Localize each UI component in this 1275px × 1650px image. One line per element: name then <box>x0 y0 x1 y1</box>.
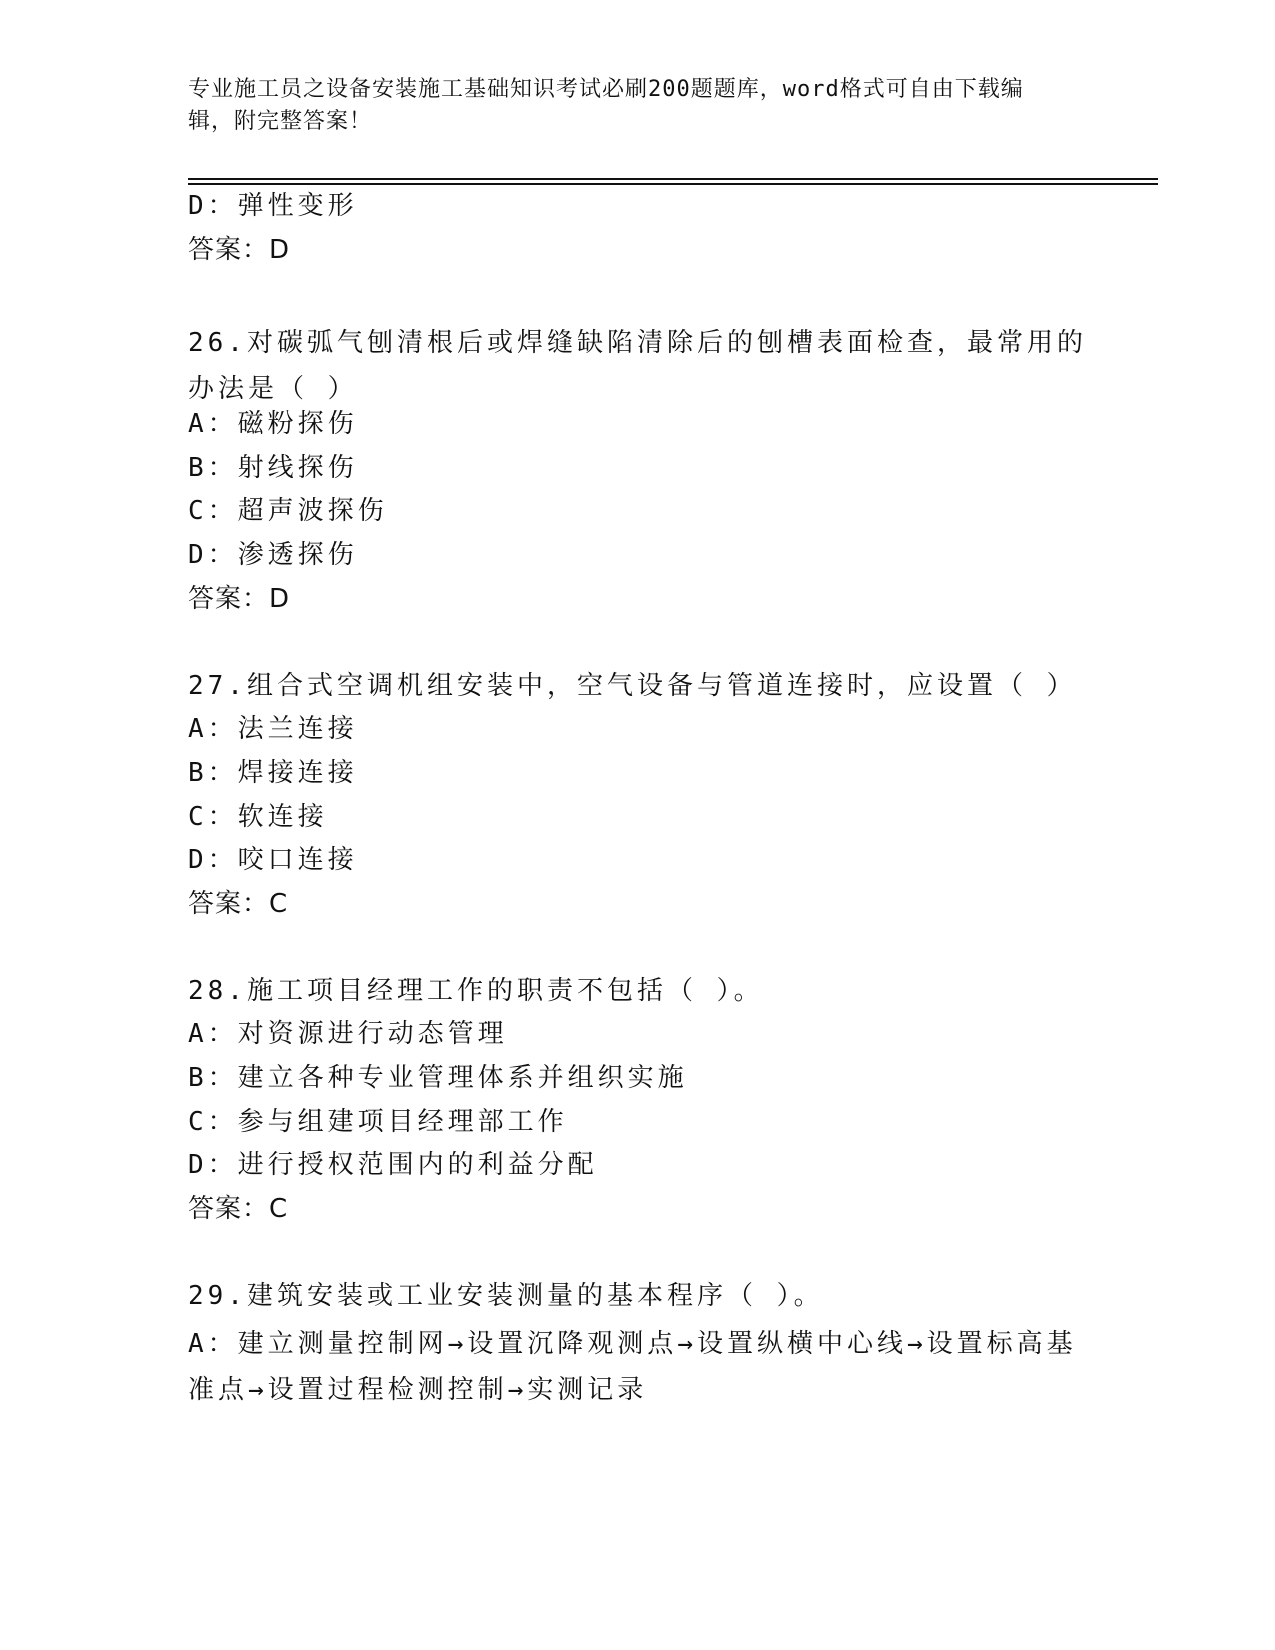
q27-stem: 27.组合式空调机组安装中，空气设备与管道连接时，应设置（ ） <box>188 671 1077 701</box>
q27-option-a: A：法兰连接 <box>188 714 358 744</box>
q26-answer: 答案：D <box>188 584 291 614</box>
q26-option-d: D：渗透探伤 <box>188 540 358 570</box>
q28-option-d: D：进行授权范围内的利益分配 <box>188 1150 598 1180</box>
q26-option-b: B：射线探伤 <box>188 453 358 483</box>
header-divider-top <box>188 178 1158 180</box>
q27-option-d: D：咬口连接 <box>188 845 358 875</box>
q28-stem: 28.施工项目经理工作的职责不包括（ ）。 <box>188 976 764 1006</box>
q27-answer: 答案：C <box>188 889 289 919</box>
q29-stem: 29.建筑安装或工业安装测量的基本程序（ ）。 <box>188 1281 824 1311</box>
q27-option-b: B：焊接连接 <box>188 758 358 788</box>
q26-option-c: C：超声波探伤 <box>188 496 388 526</box>
prev-option-d: D：弹性变形 <box>188 191 358 221</box>
header-divider-bottom <box>188 183 1158 185</box>
q28-option-b: B：建立各种专业管理体系并组织实施 <box>188 1063 688 1093</box>
prev-answer: 答案：D <box>188 235 291 265</box>
document-header: 专业施工员之设备安装施工基础知识考试必刷200题题库，word格式可自由下载编辑，附完整答案！ <box>188 77 1024 134</box>
q28-option-c: C：参与组建项目经理部工作 <box>188 1107 568 1137</box>
q29-option-a: A：建立测量控制网→设置沉降观测点→设置纵横中心线→设置标高基准点→设置过程检测控制→实测记录 <box>188 1329 1077 1405</box>
q27-option-c: C：软连接 <box>188 802 328 832</box>
q26-stem: 26.对碳弧气刨清根后或焊缝缺陷清除后的刨槽表面检查，最常用的办法是（ ） <box>188 328 1087 404</box>
q26-option-a: A：磁粉探伤 <box>188 409 358 439</box>
q28-option-a: A：对资源进行动态管理 <box>188 1019 508 1049</box>
q28-answer: 答案：C <box>188 1194 289 1224</box>
